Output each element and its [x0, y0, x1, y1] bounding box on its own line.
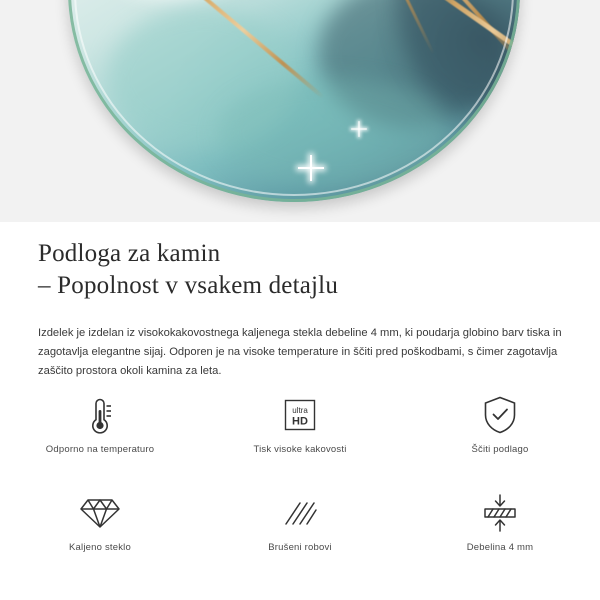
page-title — [38, 238, 562, 302]
feature-label: Ščiti podlago — [471, 444, 529, 455]
thermometer-icon — [83, 392, 117, 438]
feature-item-thickness — [400, 490, 600, 572]
feature-item-protects-surface — [400, 392, 600, 474]
svg-text:ultra: ultra — [292, 406, 308, 415]
feature-item-tempered-glass — [0, 490, 200, 572]
feature-item-temperature — [0, 392, 200, 474]
headline-line-2: – Popolnost v vsakem detajlu — [38, 272, 339, 299]
ultra-hd-icon — [281, 392, 319, 438]
feature-item-print-quality — [200, 392, 400, 474]
hero-image — [0, 0, 600, 222]
feature-label: Debelina 4 mm — [466, 542, 534, 553]
feature-label: Odporno na temperaturo — [45, 444, 155, 455]
shield-check-icon — [481, 392, 519, 438]
description-paragraph: Izdelek je izdelan iz visokokakovostnega kaljenega stekla debeline 4 mm, ki poudarja globino barv tiska in zagotavlja elegantne sijaj. Odporen je na visoke temperature in ščiti pred poškodbami, s čimer zagotavlja zaščito prostora okoli kamina za leta. — [38, 327, 562, 377]
ink-blot — [218, 78, 448, 188]
content-block — [0, 222, 600, 392]
thickness-icon — [480, 490, 520, 536]
feature-label: Kaljeno steklo — [69, 542, 131, 553]
feature-label: Brušeni robovi — [268, 542, 332, 553]
feature-label: Tisk visoke kakovosti — [253, 444, 347, 455]
diamond-icon — [79, 490, 121, 536]
polished-edges-icon — [280, 490, 320, 536]
svg-text:HD: HD — [292, 415, 308, 428]
feature-item-polished-edges — [200, 490, 400, 572]
feature-grid — [0, 392, 600, 572]
headline-line-1: Podloga za kamin — [38, 240, 221, 267]
